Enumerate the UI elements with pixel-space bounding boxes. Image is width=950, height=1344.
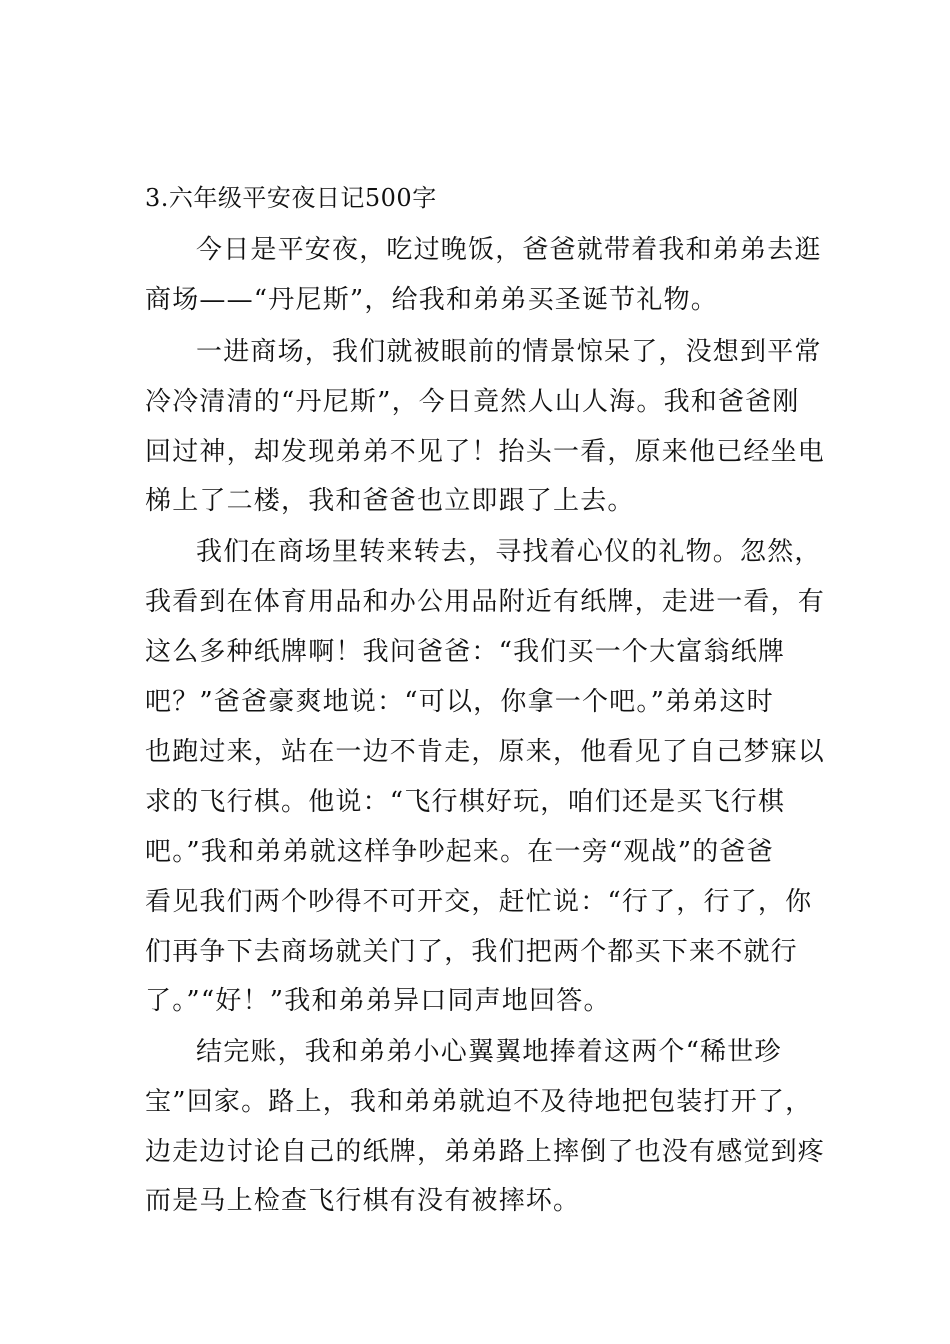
paragraph-3-line-1: 我们在商场里转来转去，寻找着心仪的礼物。忽然， bbox=[196, 537, 822, 567]
paragraph-2-line-4: 梯上了二楼，我和爸爸也立即跟了上去。 bbox=[145, 486, 635, 516]
paragraph-3-line-8: 看见我们两个吵得不可开交，赶忙说：“行了，行了，你 bbox=[145, 887, 813, 917]
paragraph-3-line-9: 们再争下去商场就关门了，我们把两个都买下来不就行 bbox=[145, 937, 798, 967]
paragraph-2-line-1: 一进商场，我们就被眼前的情景惊呆了，没想到平常 bbox=[196, 337, 822, 367]
document-title: 3.六年级平安夜日记500字 bbox=[145, 184, 437, 212]
paragraph-4-line-1: 结完账，我和弟弟小心翼翼地捧着这两个“稀世珍 bbox=[196, 1037, 782, 1067]
paragraph-3-line-2: 我看到在体育用品和办公用品附近有纸牌，走进一看，有 bbox=[145, 587, 826, 617]
paragraph-3-line-10: 了。”“好！”我和弟弟异口同声地回答。 bbox=[145, 986, 611, 1016]
paragraph-3-line-4: 吧？”爸爸豪爽地说：“可以，你拿一个吧。”弟弟这时 bbox=[145, 687, 774, 717]
paragraph-2-line-2: 冷冷清清的“丹尼斯”，今日竟然人山人海。我和爸爸刚 bbox=[145, 387, 800, 417]
paragraph-2-line-3: 回过神，却发现弟弟不见了！抬头一看，原来他已经坐电 bbox=[145, 437, 826, 467]
paragraph-1-line-1: 今日是平安夜，吃过晚饭，爸爸就带着我和弟弟去逛 bbox=[196, 235, 822, 265]
paragraph-3-line-3: 这么多种纸牌啊！我问爸爸：“我们买一个大富翁纸牌 bbox=[145, 637, 786, 667]
paragraph-4-line-2: 宝”回家。路上，我和弟弟就迫不及待地把包装打开了， bbox=[145, 1087, 813, 1117]
paragraph-3-line-5: 也跑过来，站在一边不肯走，原来，他看见了自己梦寐以 bbox=[145, 737, 826, 767]
paragraph-3-line-6: 求的飞行棋。他说：“飞行棋好玩，咱们还是买飞行棋 bbox=[145, 787, 786, 817]
paragraph-4-line-3: 边走边讨论自己的纸牌，弟弟路上摔倒了也没有感觉到疼 bbox=[145, 1137, 826, 1167]
paragraph-3-line-7: 吧。”我和弟弟就这样争吵起来。在一旁“观战”的爸爸 bbox=[145, 837, 774, 867]
paragraph-4-line-4: 而是马上检查飞行棋有没有被摔坏。 bbox=[145, 1186, 581, 1216]
paragraph-1-line-2: 商场——“丹尼斯”，给我和弟弟买圣诞节礼物。 bbox=[145, 285, 718, 315]
